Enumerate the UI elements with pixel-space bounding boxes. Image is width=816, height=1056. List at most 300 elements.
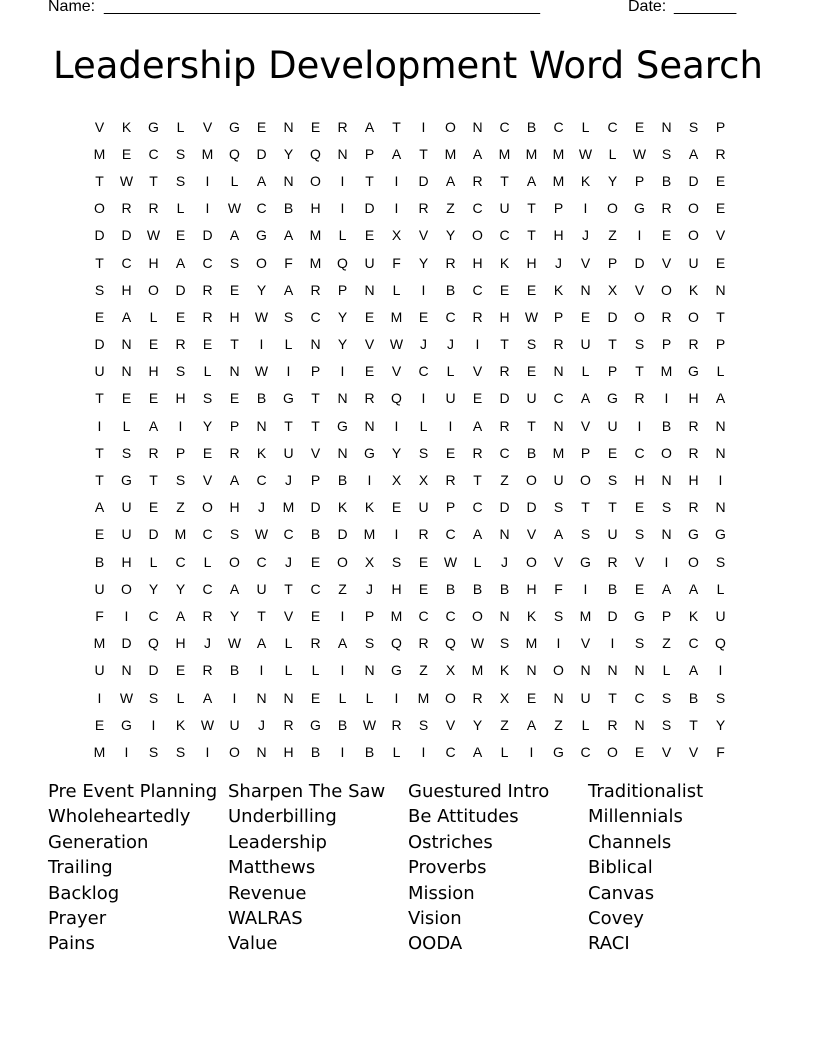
grid-letter: O (526, 553, 537, 570)
grid-letter: E (94, 526, 105, 543)
grid-letter: A (283, 281, 294, 298)
grid-letter: E (121, 390, 132, 407)
grid-letter: E (715, 172, 726, 189)
grid-letter: I (529, 743, 534, 760)
grid-letter: P (310, 363, 321, 380)
grid-letter: L (581, 363, 590, 380)
grid-letter: L (284, 635, 293, 652)
grid-letter: D (202, 227, 213, 244)
grid-letter: T (149, 172, 158, 189)
grid-letter: C (472, 200, 483, 217)
grid-letter: K (364, 499, 375, 516)
grid-letter: X (607, 281, 618, 298)
grid-letter: C (445, 607, 456, 624)
grid-letter: S (661, 499, 672, 516)
grid-letter: Z (554, 716, 563, 733)
grid-letter: A (472, 417, 483, 434)
grid-letter: V (391, 363, 402, 380)
grid-letter: M (390, 607, 403, 624)
grid-letter: N (715, 499, 726, 516)
grid-letter: E (499, 281, 510, 298)
grid-letter: O (526, 472, 537, 489)
grid-letter: E (607, 444, 618, 461)
grid-letter: T (500, 336, 509, 353)
grid-letter: E (310, 607, 321, 624)
grid-letter: M (174, 526, 187, 543)
grid-letter: S (391, 553, 402, 570)
word-list-item: Leadership (228, 831, 327, 853)
grid-letter: P (229, 417, 240, 434)
grid-letter: M (363, 526, 376, 543)
grid-letter: Y (715, 716, 726, 733)
word-list-item: Guestured Intro (408, 781, 550, 802)
grid-letter: T (527, 200, 536, 217)
grid-letter: K (526, 607, 537, 624)
grid-letter: L (203, 553, 212, 570)
grid-letter: R (283, 716, 294, 733)
grid-letter: Y (202, 417, 213, 434)
grid-letter: I (97, 689, 102, 706)
header-line (48, 0, 748, 20)
word-list-item: Vision (408, 907, 462, 929)
grid-letter: T (284, 417, 293, 434)
grid-letter: R (175, 336, 186, 353)
grid-letter: I (718, 662, 723, 679)
grid-letter: B (472, 580, 483, 597)
grid-letter: T (689, 716, 698, 733)
grid-letter: U (688, 254, 699, 271)
grid-letter: E (634, 580, 645, 597)
grid-letter: E (229, 281, 240, 298)
grid-letter: U (445, 390, 456, 407)
grid-letter: R (607, 553, 618, 570)
grid-letter: A (256, 172, 267, 189)
grid-letter: S (175, 172, 186, 189)
grid-letter: M (93, 743, 106, 760)
grid-letter: N (526, 662, 537, 679)
grid-letter: Q (445, 635, 456, 652)
grid-letter: H (121, 553, 132, 570)
grid-letter: T (527, 417, 536, 434)
grid-letter: K (553, 281, 564, 298)
grid-letter: U (580, 336, 591, 353)
grid-letter: M (552, 145, 565, 162)
grid-letter: B (229, 662, 240, 679)
grid-letter: P (364, 145, 375, 162)
grid-letter: Z (500, 472, 509, 489)
grid-letter: S (148, 689, 159, 706)
grid-letter: H (175, 390, 186, 407)
grid-letter: G (283, 390, 294, 407)
grid-letter: I (367, 472, 372, 489)
grid-letter: I (637, 417, 642, 434)
grid-letter: R (688, 417, 699, 434)
grid-letter: I (394, 417, 399, 434)
grid-letter: X (391, 227, 402, 244)
grid-letter: S (175, 743, 186, 760)
grid-letter: B (337, 716, 348, 733)
grid-letter: L (176, 689, 185, 706)
grid-letter: K (580, 172, 591, 189)
word-list-item: Matthews (228, 857, 316, 879)
grid-letter: K (337, 499, 348, 516)
grid-letter: T (284, 580, 293, 597)
grid-letter: J (285, 553, 292, 570)
grid-letter: N (634, 662, 645, 679)
grid-letter: T (419, 145, 428, 162)
grid-letter: C (553, 118, 564, 135)
grid-letter: M (417, 689, 430, 706)
grid-letter: M (309, 227, 322, 244)
grid-letter: N (364, 417, 375, 434)
grid-letter: V (94, 118, 105, 135)
grid-letter: U (94, 580, 105, 597)
grid-letter: H (229, 308, 240, 325)
grid-letter: P (553, 308, 564, 325)
grid-letter: R (661, 308, 672, 325)
grid-letter: L (392, 281, 401, 298)
grid-letter: S (283, 308, 294, 325)
grid-letter: A (580, 390, 591, 407)
grid-letter: R (202, 662, 213, 679)
grid-letter: L (230, 172, 239, 189)
grid-letter: W (200, 716, 215, 733)
grid-letter: H (148, 254, 159, 271)
grid-letter: J (555, 254, 562, 271)
grid-letter: T (311, 417, 320, 434)
grid-letter: I (556, 635, 561, 652)
grid-letter: V (580, 635, 591, 652)
grid-letter: O (661, 281, 672, 298)
grid-letter: Y (391, 444, 402, 461)
grid-letter: D (607, 308, 618, 325)
grid-letter: W (119, 689, 134, 706)
grid-letter: O (553, 662, 564, 679)
grid-letter: H (688, 472, 699, 489)
grid-letter: M (201, 145, 214, 162)
word-list-item: Millennials (588, 806, 683, 828)
grid-letter: L (122, 417, 131, 434)
grid-letter: S (526, 336, 537, 353)
grid-letter: C (310, 580, 321, 597)
grid-letter: P (337, 281, 348, 298)
grid-letter: W (254, 526, 269, 543)
grid-letter: W (362, 716, 377, 733)
grid-letter: C (445, 526, 456, 543)
grid-letter: D (526, 499, 537, 516)
grid-letter: L (500, 743, 509, 760)
grid-letter: M (471, 662, 484, 679)
grid-letter: N (256, 417, 267, 434)
grid-letter: A (526, 716, 537, 733)
grid-letter: P (634, 172, 645, 189)
letter-grid (86, 113, 734, 766)
grid-letter: E (202, 336, 213, 353)
grid-letter: A (256, 635, 267, 652)
grid-letter: L (581, 118, 590, 135)
grid-letter: Y (445, 227, 456, 244)
grid-letter: C (121, 254, 132, 271)
grid-letter: N (283, 172, 294, 189)
grid-letter: V (634, 553, 645, 570)
grid-letter: R (202, 607, 213, 624)
grid-letter: L (716, 580, 725, 597)
grid-letter: U (499, 200, 510, 217)
grid-letter: O (634, 308, 645, 325)
grid-letter: R (202, 308, 213, 325)
grid-letter: S (688, 118, 699, 135)
grid-letter: O (688, 200, 699, 217)
grid-letter: C (148, 607, 159, 624)
grid-letter: X (418, 472, 429, 489)
grid-letter: S (661, 145, 672, 162)
grid-letter: J (204, 635, 211, 652)
grid-letter: S (229, 526, 240, 543)
grid-letter: G (229, 118, 240, 135)
grid-letter: E (472, 390, 483, 407)
word-list-item: Mission (408, 882, 475, 904)
grid-letter: I (340, 200, 345, 217)
grid-letter: C (418, 607, 429, 624)
grid-letter: Y (607, 172, 618, 189)
grid-letter: A (688, 580, 699, 597)
grid-letter: O (688, 308, 699, 325)
grid-letter: V (472, 363, 483, 380)
grid-letter: S (148, 743, 159, 760)
grid-letter: G (634, 607, 645, 624)
grid-letter: I (448, 417, 453, 434)
grid-letter: A (472, 145, 483, 162)
grid-letter: F (716, 743, 725, 760)
grid-letter: X (391, 472, 402, 489)
grid-letter: S (202, 390, 213, 407)
grid-letter: R (418, 526, 429, 543)
grid-letter: B (283, 200, 294, 217)
grid-letter: I (421, 118, 426, 135)
word-list-item: Canvas (588, 882, 655, 904)
word-list-item: Covey (588, 907, 644, 929)
grid-letter: S (175, 472, 186, 489)
grid-letter: E (175, 227, 186, 244)
grid-letter: E (418, 580, 429, 597)
grid-letter: V (715, 227, 726, 244)
word-list-item: Ostriches (408, 831, 493, 853)
grid-letter: C (418, 363, 429, 380)
grid-letter: D (121, 227, 132, 244)
grid-letter: H (391, 580, 402, 597)
grid-letter: E (391, 499, 402, 516)
grid-letter: V (310, 444, 321, 461)
grid-letter: J (258, 716, 265, 733)
grid-letter: R (634, 390, 645, 407)
grid-letter: N (283, 118, 294, 135)
grid-letter: T (311, 390, 320, 407)
grid-letter: U (121, 499, 132, 516)
grid-letter: B (310, 526, 321, 543)
grid-letter: W (146, 227, 161, 244)
grid-letter: I (259, 662, 264, 679)
grid-letter: K (121, 118, 132, 135)
grid-letter: N (715, 444, 726, 461)
grid-letter: V (661, 743, 672, 760)
grid-letter: W (470, 635, 485, 652)
word-list-item: Biblical (588, 857, 653, 879)
grid-letter: W (443, 553, 458, 570)
grid-letter: R (391, 716, 402, 733)
grid-letter: I (124, 743, 129, 760)
grid-letter: C (148, 145, 159, 162)
grid-letter: X (499, 689, 510, 706)
page-title: Leadership Development Word Search (53, 44, 763, 87)
grid-letter: S (175, 145, 186, 162)
grid-letter: T (149, 472, 158, 489)
grid-letter: E (175, 308, 186, 325)
grid-letter: F (554, 580, 563, 597)
grid-letter: P (580, 444, 591, 461)
grid-letter: H (526, 254, 537, 271)
grid-letter: L (338, 689, 347, 706)
grid-letter: V (526, 526, 537, 543)
grid-letter: H (229, 499, 240, 516)
grid-letter: O (310, 172, 321, 189)
grid-letter: G (310, 716, 321, 733)
grid-letter: S (553, 499, 564, 516)
grid-letter: N (121, 363, 132, 380)
grid-letter: R (148, 444, 159, 461)
word-list-item: OODA (408, 933, 463, 955)
grid-letter: L (149, 553, 158, 570)
grid-letter: D (148, 526, 159, 543)
grid-letter: C (472, 499, 483, 516)
grid-letter: D (337, 526, 348, 543)
grid-letter: R (337, 118, 348, 135)
grid-letter: O (121, 580, 132, 597)
grid-letter: A (229, 472, 240, 489)
grid-letter: T (95, 472, 104, 489)
name-label: Name: (48, 0, 96, 15)
grid-letter: E (364, 308, 375, 325)
grid-letter: A (229, 580, 240, 597)
grid-letter: B (364, 743, 375, 760)
grid-letter: A (364, 118, 375, 135)
word-list-item: Trailing (48, 857, 113, 879)
grid-letter: I (583, 200, 588, 217)
grid-letter: B (661, 172, 672, 189)
grid-letter: M (552, 444, 565, 461)
grid-letter: R (553, 336, 564, 353)
grid-letter: D (148, 662, 159, 679)
grid-letter: R (472, 172, 483, 189)
grid-letter: E (256, 118, 267, 135)
word-list-item: RACI (588, 933, 630, 955)
grid-letter: S (94, 281, 105, 298)
word-list-item: Proverbs (408, 857, 487, 879)
grid-letter: A (688, 145, 699, 162)
grid-letter: Z (662, 635, 671, 652)
grid-letter: L (581, 716, 590, 733)
grid-letter: S (607, 472, 618, 489)
grid-letter: N (553, 417, 564, 434)
grid-letter: N (499, 607, 510, 624)
grid-letter: T (608, 689, 617, 706)
grid-letter: Z (338, 580, 347, 597)
grid-letter: C (310, 308, 321, 325)
grid-letter: G (256, 227, 267, 244)
grid-letter: A (661, 580, 672, 597)
grid-letter: N (229, 363, 240, 380)
grid-letter: R (148, 200, 159, 217)
grid-letter: V (418, 227, 429, 244)
grid-letter: E (526, 281, 537, 298)
grid-letter: E (634, 743, 645, 760)
grid-letter: N (121, 662, 132, 679)
word-list-item: Generation (48, 831, 149, 853)
grid-letter: M (390, 308, 403, 325)
grid-letter: C (445, 308, 456, 325)
grid-letter: E (445, 444, 456, 461)
grid-letter: H (634, 472, 645, 489)
grid-letter: L (473, 553, 482, 570)
grid-letter: I (205, 172, 210, 189)
grid-letter: D (499, 499, 510, 516)
grid-letter: N (364, 281, 375, 298)
grid-letter: Q (391, 635, 402, 652)
grid-letter: E (634, 118, 645, 135)
grid-letter: K (688, 607, 699, 624)
grid-letter: J (258, 499, 265, 516)
grid-letter: Y (229, 607, 240, 624)
grid-letter: W (227, 635, 242, 652)
grid-letter: L (662, 662, 671, 679)
grid-letter: S (121, 444, 132, 461)
grid-letter: D (310, 499, 321, 516)
grid-letter: B (94, 553, 105, 570)
grid-letter: A (337, 635, 348, 652)
grid-letter: A (94, 499, 105, 516)
grid-letter: C (553, 390, 564, 407)
grid-letter: C (175, 553, 186, 570)
grid-letter: G (121, 716, 132, 733)
grid-letter: O (94, 200, 105, 217)
grid-letter: F (284, 254, 293, 271)
grid-letter: L (338, 227, 347, 244)
grid-letter: U (256, 580, 267, 597)
grid-letter: D (94, 336, 105, 353)
grid-letter: F (95, 607, 104, 624)
grid-letter: S (661, 716, 672, 733)
grid-letter: W (389, 336, 404, 353)
grid-letter: D (175, 281, 186, 298)
grid-letter: E (121, 145, 132, 162)
grid-letter: I (394, 526, 399, 543)
grid-letter: A (121, 308, 132, 325)
grid-letter: V (202, 472, 213, 489)
grid-letter: M (93, 145, 106, 162)
grid-letter: N (580, 281, 591, 298)
grid-letter: E (634, 499, 645, 516)
grid-letter: I (394, 200, 399, 217)
grid-letter: R (229, 444, 240, 461)
grid-letter: T (635, 363, 644, 380)
grid-letter: O (607, 743, 618, 760)
date-label: Date: (628, 0, 667, 15)
grid-letter: G (337, 417, 348, 434)
grid-letter: V (634, 281, 645, 298)
grid-letter: G (688, 363, 699, 380)
grid-letter: H (121, 281, 132, 298)
grid-letter: N (472, 118, 483, 135)
grid-letter: V (202, 118, 213, 135)
